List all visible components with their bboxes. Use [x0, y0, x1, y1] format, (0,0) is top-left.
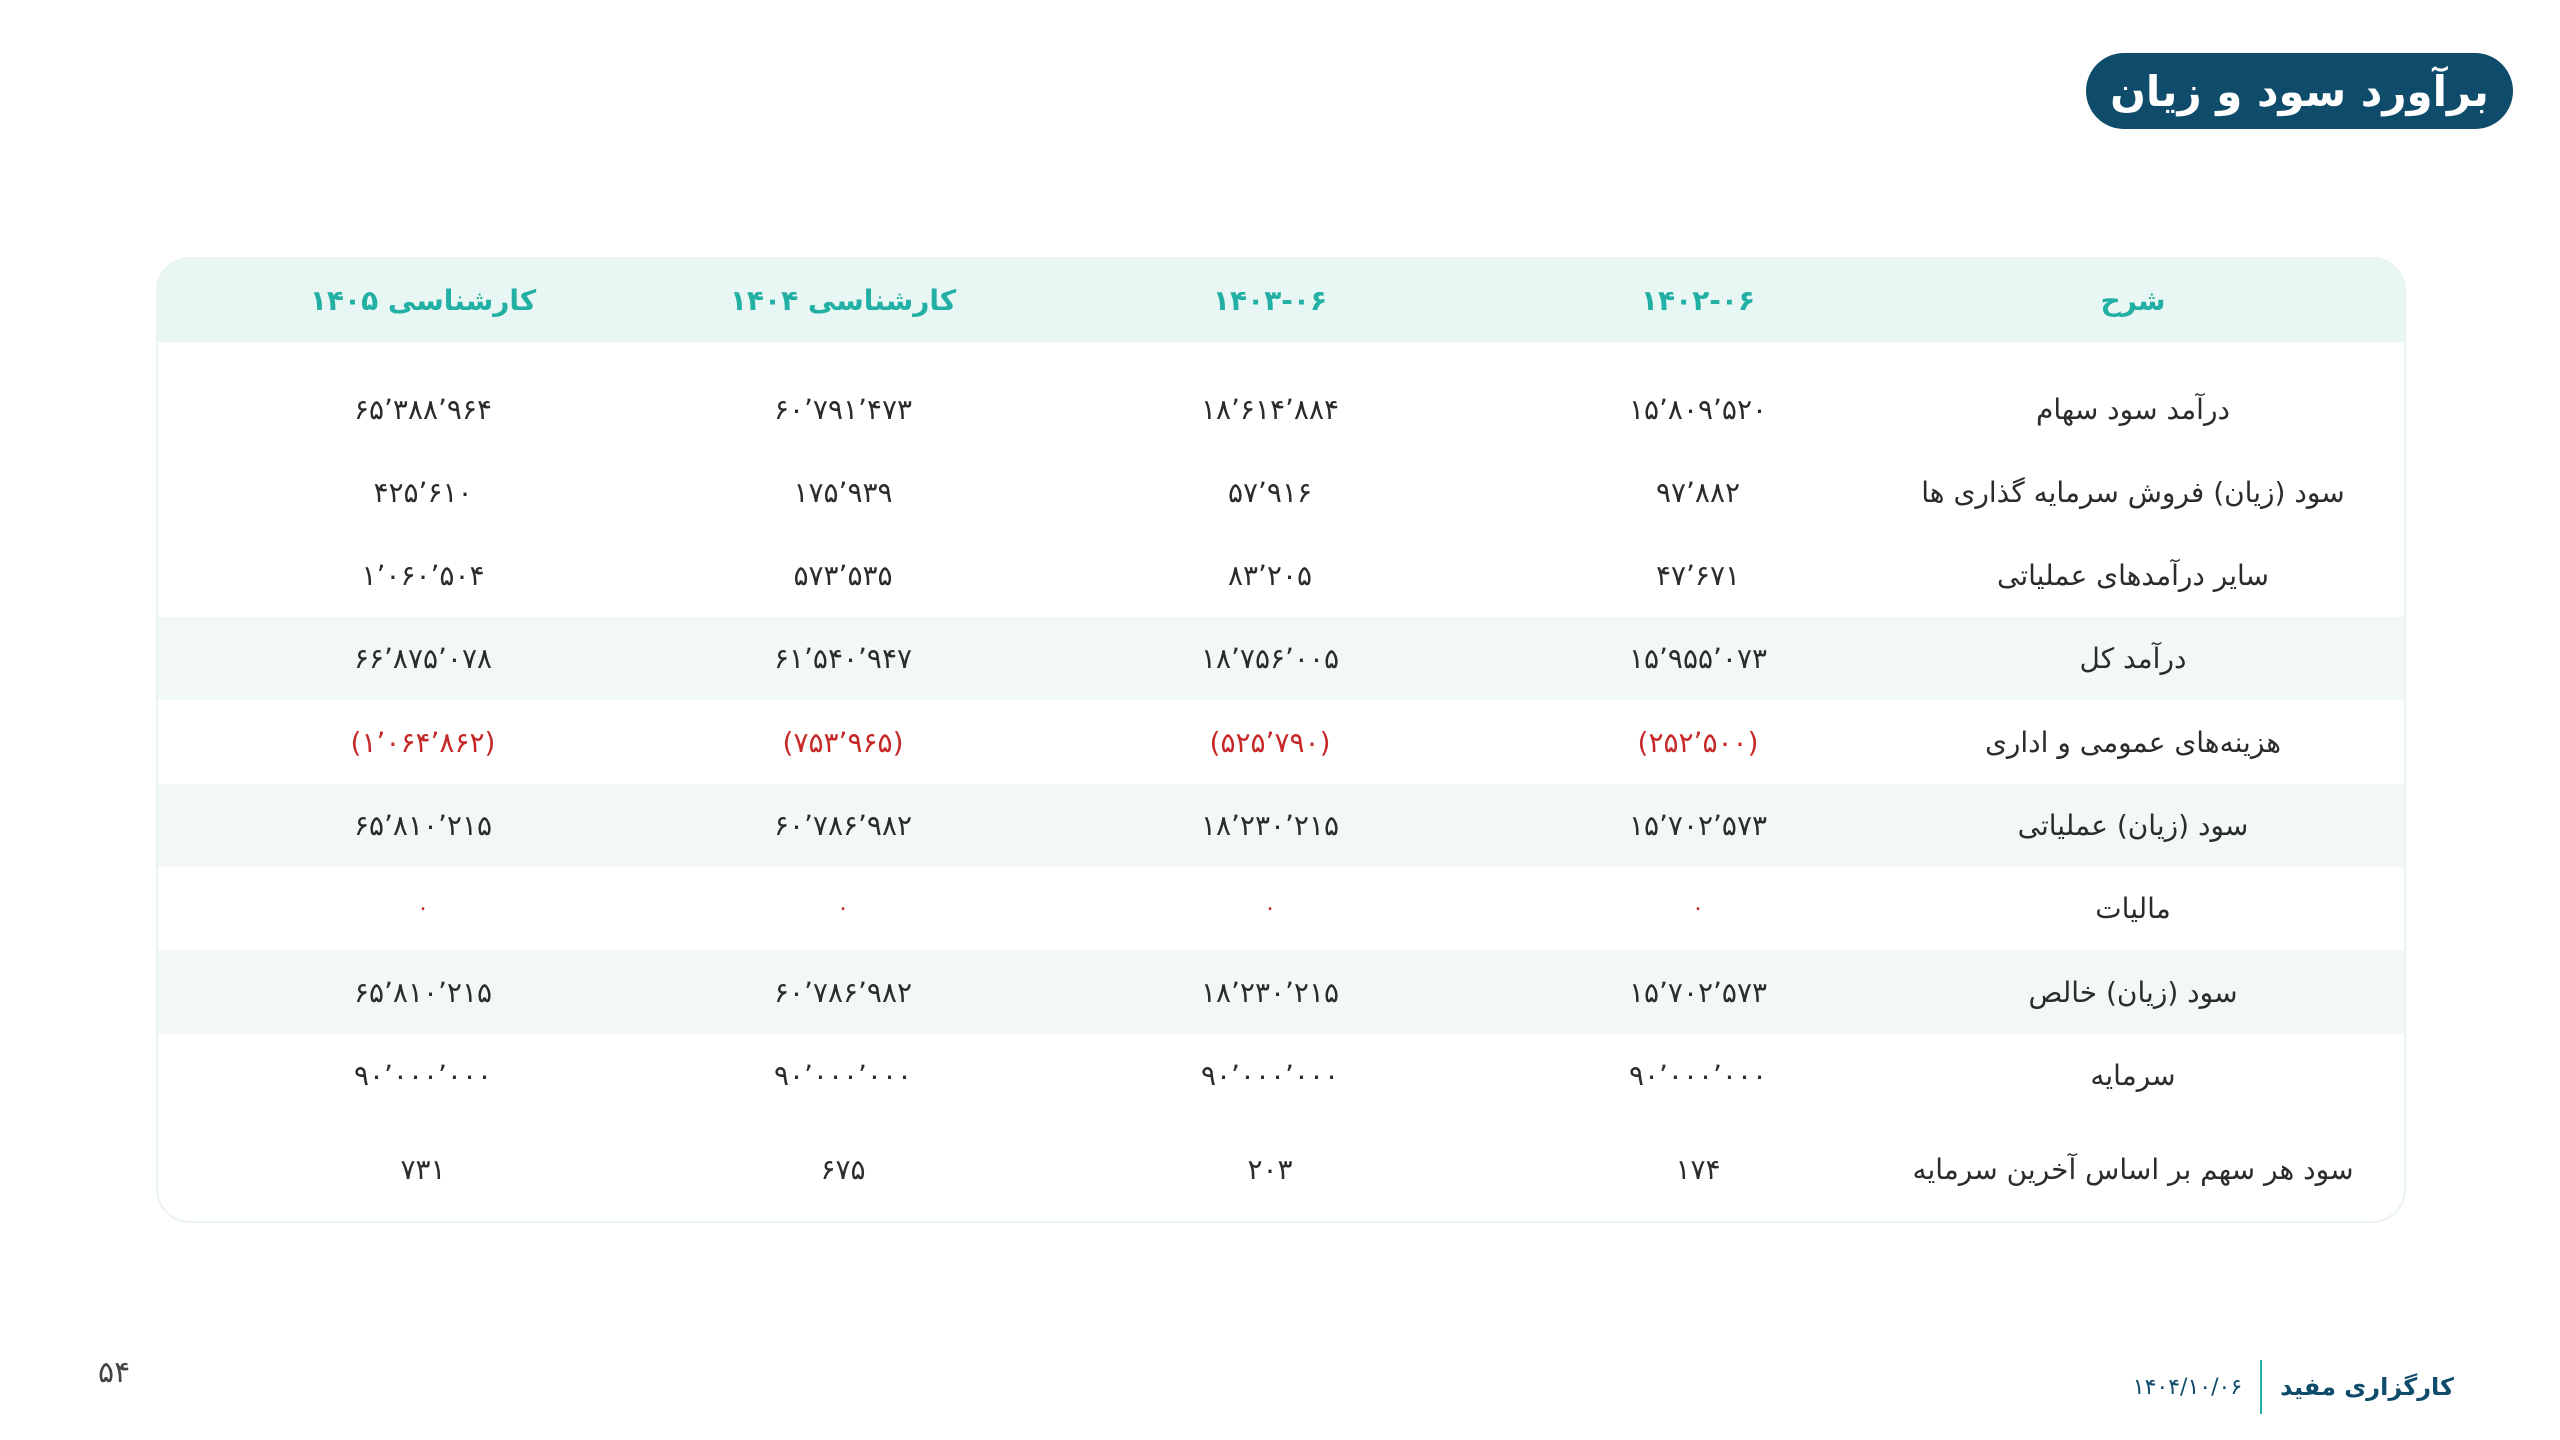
table-cell: ۶۰٬۷۹۱٬۴۷۳ — [773, 392, 913, 426]
table-cell-zero: ۰ — [1692, 896, 1704, 921]
footer-brand — [2133, 1360, 2454, 1414]
table-cell-negative: (۵۲۵٬۷۹۰) — [1209, 725, 1331, 759]
table-cell: ۹۰٬۰۰۰٬۰۰۰ — [1200, 1059, 1340, 1092]
table-header-row — [158, 259, 2404, 342]
table-row — [158, 784, 2404, 867]
row-label: هزینه‌های عمومی و اداری — [1984, 725, 2282, 759]
table-cell: ۶۷۵ — [820, 1152, 866, 1186]
table-row — [158, 534, 2404, 617]
table-cell: ۶۵٬۸۱۰٬۲۱۵ — [353, 975, 493, 1009]
row-label: سایر درآمدهای عملیاتی — [1997, 559, 2269, 592]
row-label: سود (زیان) خالص — [2028, 975, 2238, 1009]
table-cell-negative: (۱٬۰۶۴٬۸۶۲) — [350, 725, 496, 759]
page-number: ۵۴ — [98, 1355, 131, 1390]
table-cell: ۶۶٬۸۷۵٬۰۷۸ — [353, 642, 493, 675]
table-cell: ۹۰٬۰۰۰٬۰۰۰ — [1628, 1059, 1768, 1092]
table-cell: ۱۷۵٬۹۳۹ — [793, 476, 893, 509]
row-label: مالیات — [2095, 892, 2171, 925]
table-row — [158, 451, 2404, 534]
table-cell: ۲۰۳ — [1247, 1152, 1293, 1186]
table-cell-zero: ۰ — [1264, 896, 1276, 921]
table-cell: ۱۵٬۷۰۲٬۵۷۳ — [1628, 975, 1768, 1009]
header-1403-06: ۱۴۰۳-۰۶ — [1212, 284, 1328, 317]
table-cell: ۸۳٬۲۰۵ — [1227, 559, 1313, 592]
row-label: سود هر سهم بر اساس آخرین سرمایه — [1912, 1152, 2354, 1186]
table-cell: ۱۵٬۷۰۲٬۵۷۳ — [1628, 809, 1768, 842]
table-cell-negative: (۲۵۲٬۵۰۰) — [1637, 725, 1759, 759]
row-label: سود (زیان) عملیاتی — [2017, 809, 2249, 842]
row-label: سود (زیان) فروش سرمایه گذاری ها — [1921, 476, 2345, 509]
table-cell: ۵۷٬۹۱۶ — [1227, 476, 1313, 509]
table-cell-zero: ۰ — [837, 896, 849, 921]
table-cell: ۴۷٬۶۷۱ — [1655, 559, 1741, 592]
header-expert-1405: کارشناسی ۱۴۰۵ — [309, 284, 537, 317]
table-row — [158, 700, 2404, 784]
table-cell: ۱۵٬۸۰۹٬۵۲۰ — [1628, 392, 1768, 426]
table-cell: ۱۵٬۹۵۵٬۰۷۳ — [1628, 642, 1768, 675]
table-cell-zero: ۰ — [417, 896, 429, 921]
table-cell: ۶۱٬۵۴۰٬۹۴۷ — [773, 642, 913, 675]
table-cell: ۶۵٬۳۸۸٬۹۶۴ — [353, 392, 493, 426]
page-title: برآورد سود و زیان — [2086, 53, 2513, 129]
table-row — [158, 867, 2404, 950]
brand-name: کارگزاری مفید — [2280, 1373, 2454, 1401]
table-cell: ۱٬۰۶۰٬۵۰۴ — [361, 559, 485, 592]
table-cell: ۷۳۱ — [400, 1152, 446, 1186]
table-cell: ۶۵٬۸۱۰٬۲۱۵ — [353, 809, 493, 842]
table-cell: ۶۰٬۷۸۶٬۹۸۲ — [773, 809, 913, 842]
table-cell: ۱۸٬۷۵۶٬۰۰۵ — [1200, 642, 1340, 675]
brand-divider — [2260, 1360, 2262, 1414]
table-cell-negative: (۷۵۳٬۹۶۵) — [782, 725, 904, 759]
header-1402-06: ۱۴۰۲-۰۶ — [1640, 284, 1756, 317]
table-row — [158, 617, 2404, 700]
table-cell: ۴۲۵٬۶۱۰ — [373, 476, 473, 509]
row-label: درآمد سود سهام — [2036, 392, 2230, 426]
table-cell: ۵۷۳٬۵۳۵ — [793, 559, 893, 592]
table-row — [158, 950, 2404, 1034]
table-cell: ۱۷۴ — [1675, 1152, 1721, 1186]
table-row — [158, 367, 2404, 451]
table-cell: ۶۰٬۷۸۶٬۹۸۲ — [773, 975, 913, 1009]
report-date: ۱۴۰۴/۱۰/۰۶ — [2132, 1374, 2243, 1400]
table-cell: ۹۷٬۸۸۲ — [1655, 476, 1741, 509]
header-expert-1404: کارشناسی ۱۴۰۴ — [729, 284, 957, 317]
row-label: سرمایه — [2090, 1059, 2176, 1092]
table-cell: ۱۸٬۶۱۴٬۸۸۴ — [1200, 392, 1340, 426]
table-cell: ۹۰٬۰۰۰٬۰۰۰ — [353, 1059, 493, 1092]
table-row — [158, 1117, 2404, 1221]
table-row — [158, 1034, 2404, 1117]
header-description: شرح — [2100, 284, 2166, 317]
row-label: درآمد کل — [2079, 642, 2187, 675]
table-cell: ۱۸٬۲۳۰٬۲۱۵ — [1200, 975, 1340, 1009]
profit-loss-table — [156, 257, 2406, 1223]
table-cell: ۹۰٬۰۰۰٬۰۰۰ — [773, 1059, 913, 1092]
table-cell: ۱۸٬۲۳۰٬۲۱۵ — [1200, 809, 1340, 842]
